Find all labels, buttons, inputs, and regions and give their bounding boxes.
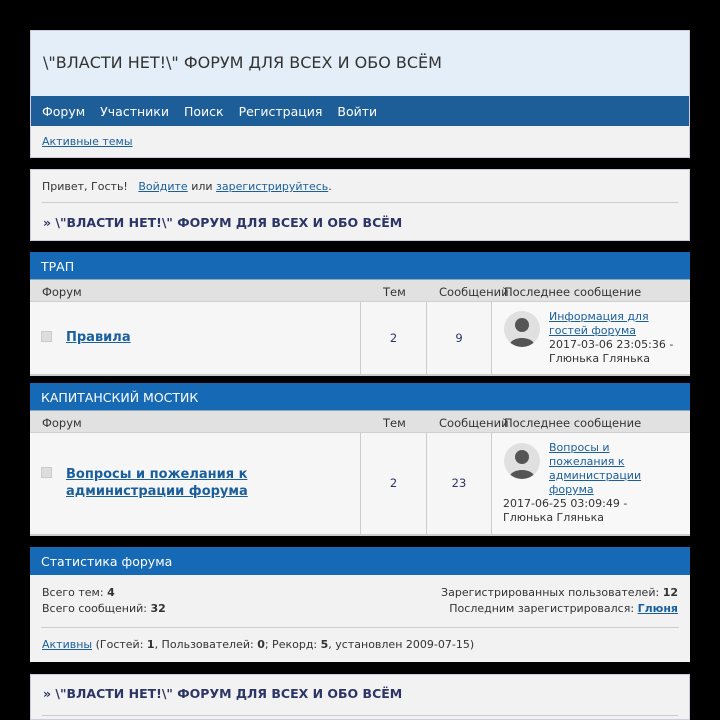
last-reg-user-link[interactable]: Глюня bbox=[637, 602, 678, 615]
column-headers bbox=[30, 411, 690, 433]
forum-stats bbox=[30, 547, 690, 662]
footer-breadcrumb[interactable]: » \"ВЛАСТИ НЕТ!\" ФОРУМ ДЛЯ ВСЕХ И ОБО ВСЁМ bbox=[43, 686, 403, 701]
posts-count: 9 bbox=[455, 331, 463, 345]
last-post-cell bbox=[492, 433, 690, 534]
users-label: , Пользователей: bbox=[154, 638, 254, 651]
forum-row bbox=[30, 433, 690, 536]
avatar-icon bbox=[504, 311, 540, 347]
avatar-icon bbox=[504, 443, 540, 479]
posts-cell bbox=[427, 302, 492, 374]
last-post-link-4[interactable]: форума bbox=[549, 483, 594, 496]
stats-title: Статистика форума bbox=[30, 547, 690, 575]
forum-cell bbox=[30, 433, 361, 534]
category-title[interactable]: КАПИТАНСКИЙ МОСТИК bbox=[30, 383, 690, 411]
column-headers bbox=[30, 280, 690, 302]
col-posts: Сообщений bbox=[439, 416, 509, 430]
last-post-link-2[interactable]: пожелания к bbox=[549, 455, 625, 468]
category-trap bbox=[30, 252, 690, 376]
period: . bbox=[328, 180, 332, 193]
category-bridge bbox=[30, 383, 690, 536]
forum-status-icon bbox=[41, 467, 52, 478]
total-posts-label: Всего сообщений: bbox=[42, 602, 147, 615]
last-post-link-3[interactable]: администрации bbox=[549, 469, 642, 482]
registered-value: 12 bbox=[662, 586, 678, 599]
col-forum: Форум bbox=[42, 416, 82, 430]
nav-login[interactable]: Войти bbox=[337, 103, 378, 119]
total-posts-value: 32 bbox=[150, 602, 166, 615]
sub-nav bbox=[31, 126, 689, 148]
posts-count: 23 bbox=[451, 476, 467, 490]
divider bbox=[42, 715, 678, 716]
total-posts bbox=[42, 602, 166, 615]
welcome-text bbox=[42, 180, 678, 193]
last-post-cell bbox=[492, 302, 690, 374]
col-forum: Форум bbox=[42, 285, 82, 299]
breadcrumb[interactable]: » \"ВЛАСТИ НЕТ!\" ФОРУМ ДЛЯ ВСЕХ И ОБО ВСЁМ bbox=[43, 215, 403, 230]
total-topics-value: 4 bbox=[107, 586, 115, 599]
forum-cell bbox=[30, 302, 361, 374]
posts-cell bbox=[427, 433, 492, 534]
online-line bbox=[42, 638, 474, 651]
last-post-user: Глюнька Глянька bbox=[503, 511, 604, 524]
guests-label: (Гостей: bbox=[95, 638, 144, 651]
main-nav bbox=[31, 96, 689, 126]
divider bbox=[42, 202, 678, 203]
forum-link-questions-2[interactable]: администрации форума bbox=[66, 484, 248, 499]
nav-register[interactable]: Регистрация bbox=[238, 103, 323, 119]
nav-search[interactable]: Поиск bbox=[183, 103, 224, 119]
or-text: или bbox=[191, 180, 213, 193]
last-post-link-1[interactable]: Информация для bbox=[549, 310, 649, 323]
last-post-link-2[interactable]: гостей форума bbox=[549, 324, 637, 337]
col-topics: Тем bbox=[383, 416, 406, 430]
record-value: 5 bbox=[320, 638, 329, 651]
forum-status-icon bbox=[41, 331, 52, 342]
stats-body bbox=[30, 575, 690, 662]
record-date: , установлен 2009-07-15) bbox=[328, 638, 475, 651]
nav-members[interactable]: Участники bbox=[100, 103, 169, 119]
col-last: Последнее сообщение bbox=[504, 416, 642, 430]
record-label: ; Рекорд: bbox=[264, 638, 318, 651]
topics-cell bbox=[361, 433, 427, 534]
total-topics bbox=[42, 586, 115, 599]
forum-link-rules[interactable]: Правила bbox=[66, 330, 131, 345]
topics-count: 2 bbox=[389, 476, 398, 490]
last-post-date: 2017-03-06 23:05:36 - bbox=[549, 338, 674, 351]
category-title[interactable]: ТРАП bbox=[30, 252, 690, 280]
topics-cell bbox=[361, 302, 427, 374]
forum-header bbox=[30, 30, 690, 158]
registered-label: Зарегистрированных пользователей: bbox=[441, 586, 660, 599]
col-last: Последнее сообщение bbox=[504, 285, 642, 299]
forum-link-questions-1[interactable]: Вопросы и пожелания к bbox=[66, 467, 248, 482]
greeting: Привет, Гость! bbox=[42, 180, 128, 193]
col-posts: Сообщений bbox=[439, 285, 509, 299]
col-topics: Тем bbox=[383, 285, 406, 299]
active-users-link[interactable]: Активны bbox=[42, 638, 93, 651]
last-registered bbox=[449, 602, 678, 615]
welcome-box bbox=[30, 169, 690, 241]
topics-count: 2 bbox=[389, 331, 398, 345]
last-reg-label: Последним зарегистрировался: bbox=[449, 602, 635, 615]
divider bbox=[41, 627, 679, 628]
guests-value: 1 bbox=[146, 638, 155, 651]
forum-row bbox=[30, 302, 690, 376]
footer-box bbox=[30, 674, 690, 720]
last-post-date: 2017-06-25 03:09:49 - bbox=[503, 497, 628, 510]
forum-title: \"ВЛАСТИ НЕТ!\" ФОРУМ ДЛЯ ВСЕХ И ОБО ВСЁМ bbox=[31, 31, 689, 96]
last-post-user: Глюнька Глянька bbox=[549, 352, 650, 365]
login-link[interactable]: Войдите bbox=[138, 180, 188, 193]
last-post-link-1[interactable]: Вопросы и bbox=[549, 441, 610, 454]
active-topics-link[interactable]: Активные темы bbox=[42, 135, 133, 148]
total-topics-label: Всего тем: bbox=[42, 586, 104, 599]
users-value: 0 bbox=[257, 638, 265, 651]
register-link[interactable]: зарегистрируйтесь bbox=[216, 180, 329, 193]
nav-forum[interactable]: Форум bbox=[42, 103, 86, 119]
registered-users bbox=[441, 586, 678, 599]
